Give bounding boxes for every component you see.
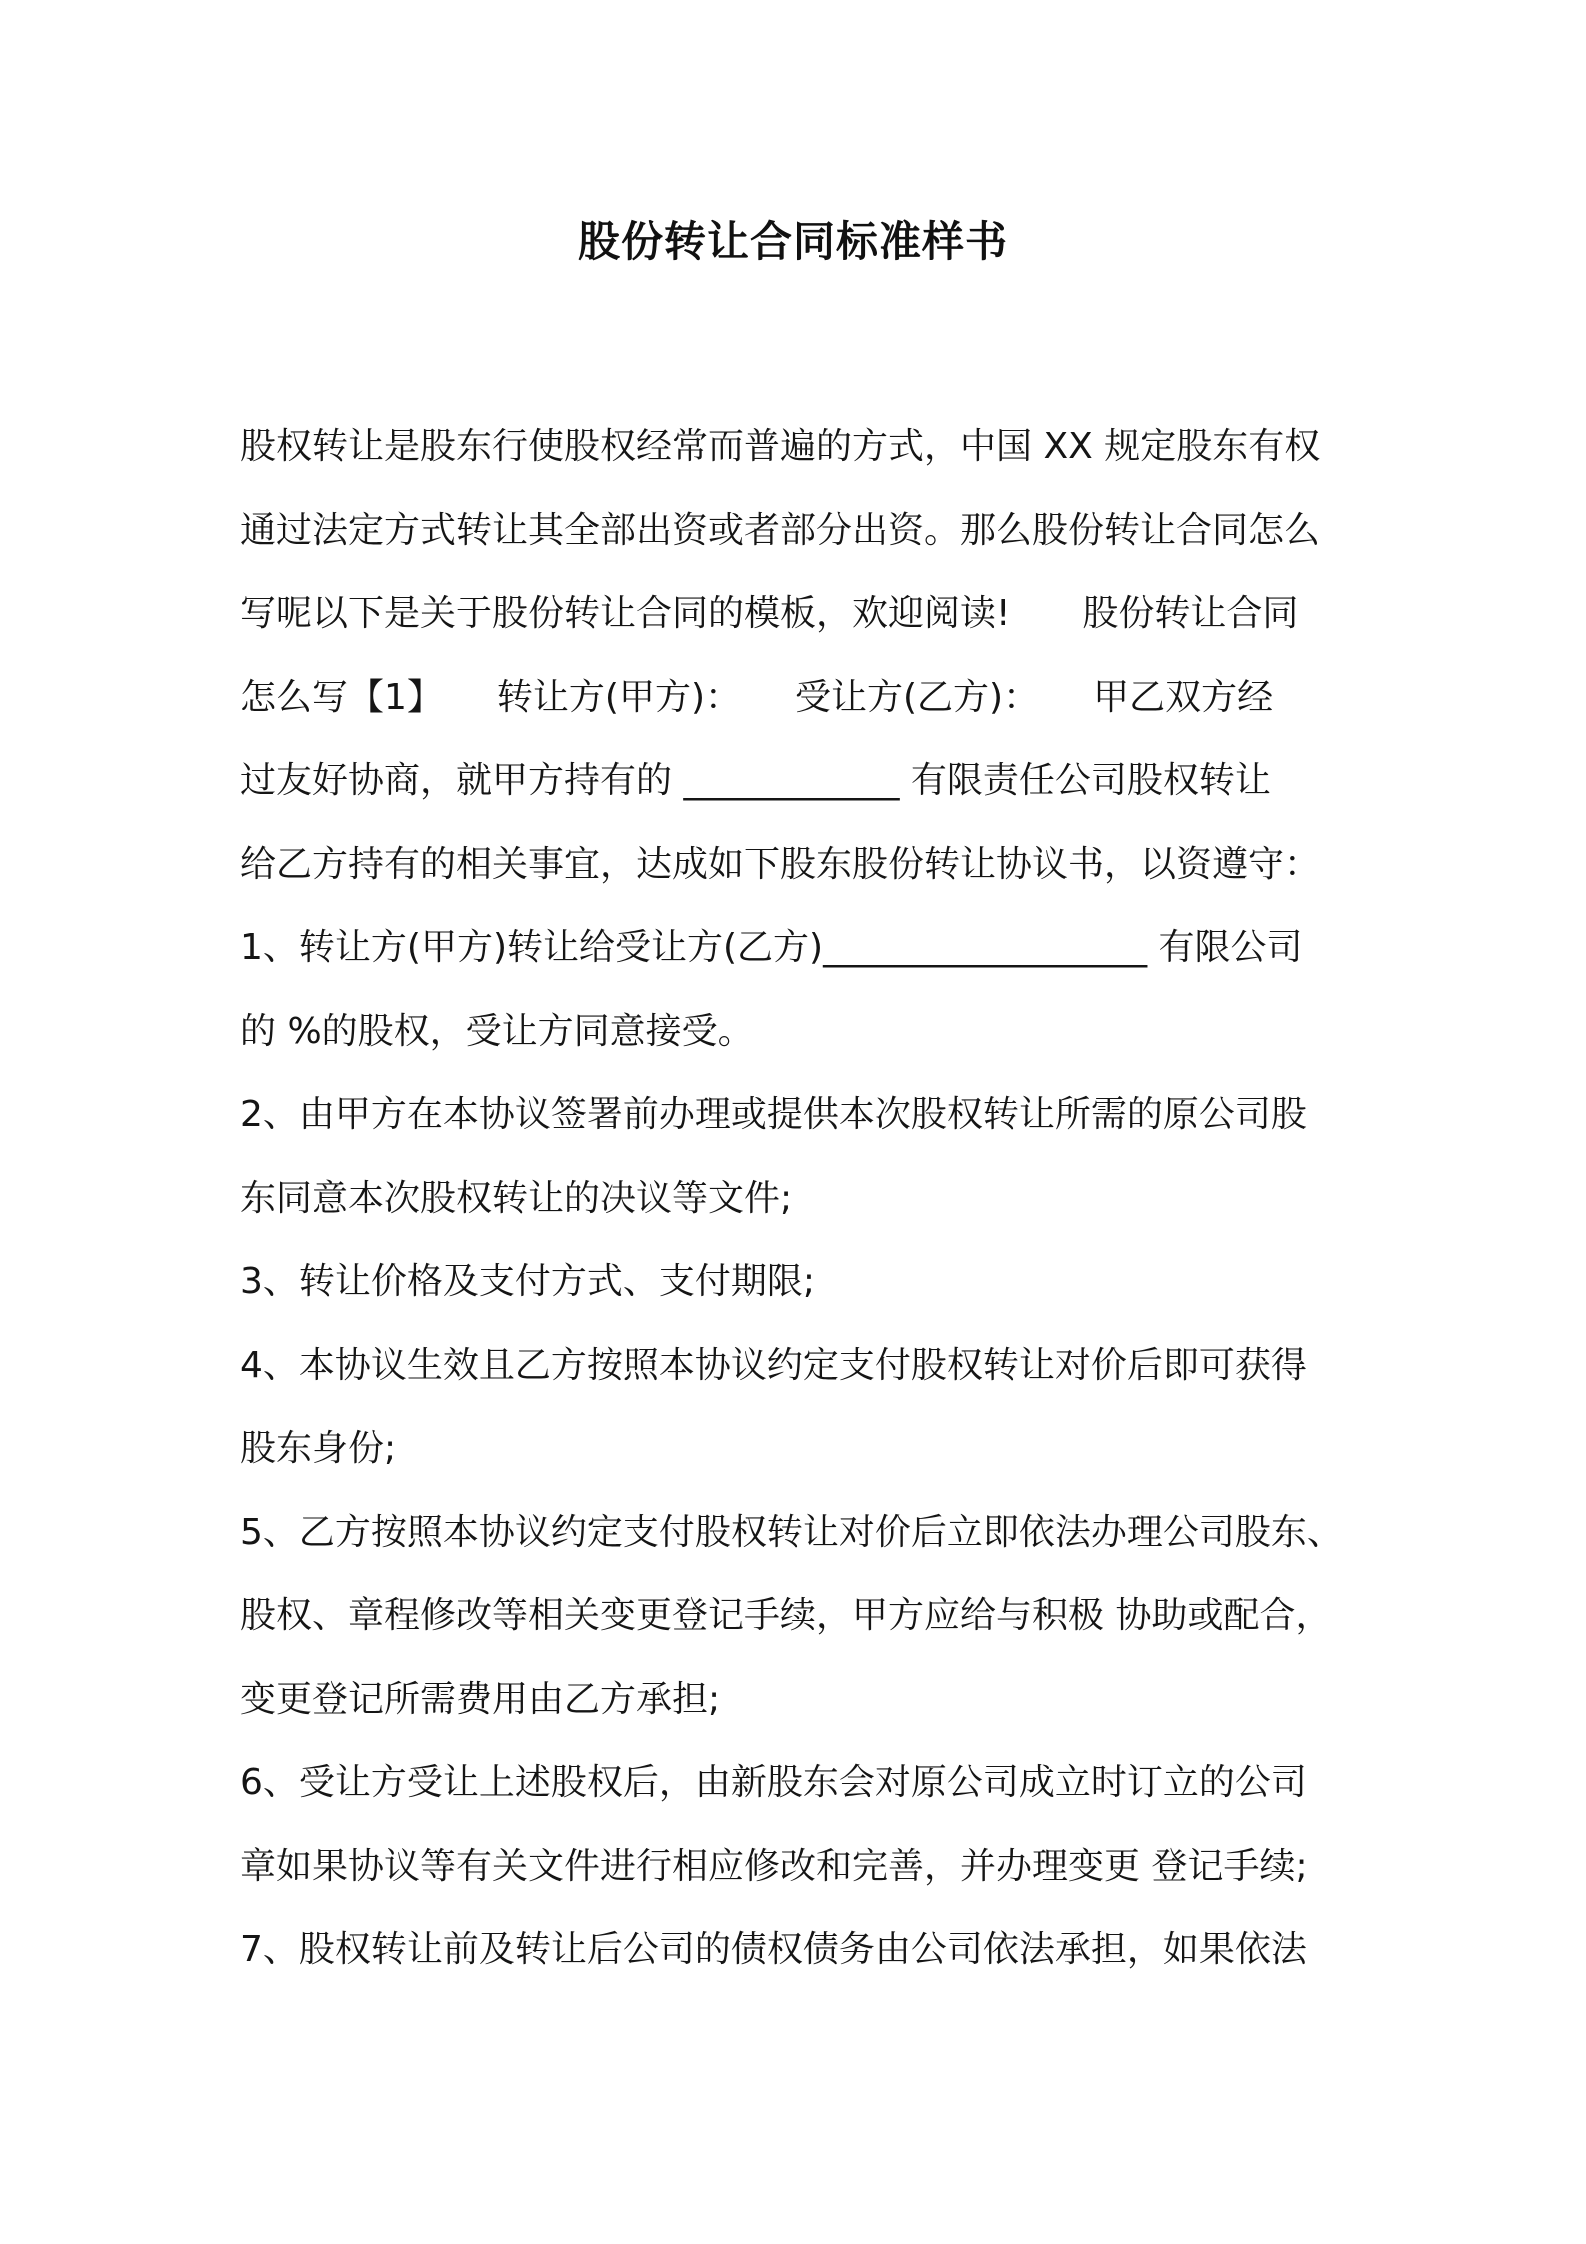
clause-5-line-1: 5、乙方按照本协议约定支付股权转让对价后立即依法办理公司股东、 [240,1511,1343,1553]
body-line-1: 股权转让是股东行使股权经常而普遍的方式，中国 XX 规定股东有权 [240,426,1321,467]
clause-7-line-1: 7、股权转让前及转让后公司的债权债务由公司依法承担，如果依法 [240,1929,1307,1970]
clause-1-line-1: 1、转让方(甲方)转让给受让方(乙方)__________________ 有限公司 [240,927,1303,968]
clause-2-line-1: 2、由甲方在本协议签署前办理或提供本次股权转让所需的原公司股 [240,1094,1307,1135]
clause-5-line-2: 股权、章程修改等相关变更登记手续，甲方应给与积极 协助或配合， [240,1595,1332,1636]
clause-6-line-1: 6、受让方受让上述股权后，由新股东会对原公司成立时订立的公司 [240,1762,1307,1803]
document-title: 股份转让合同标准样书 [577,217,1008,266]
clause-3-line-1: 3、转让价格及支付方式、支付期限; [240,1261,816,1302]
clause-6-line-2: 章如果协议等有关文件进行相应修改和完善，并办理变更 登记手续; [240,1845,1308,1887]
clause-4-line-2: 股东身份; [240,1428,397,1469]
clause-1-line-2: 的 %的股权，受让方同意接受。 [240,1010,754,1052]
document-body [240,405,1360,1992]
clause-5-line-3: 变更登记所需费用由乙方承担; [240,1678,721,1720]
body-line-2: 通过法定方式转让其全部出资或者部分出资。那么股份转让合同怎么 [240,509,1321,551]
body-line-5: 过友好协商，就甲方持有的 ____________ 有限责任公司股权转让 [240,760,1271,801]
body-line-6: 给乙方持有的相关事宜，达成如下股东股份转让协议书，以资遵守： [240,843,1321,885]
body-line-4: 怎么写【1】 转让方(甲方)： 受让方(乙方)： 甲乙双方经 [240,676,1274,718]
clause-2-line-2: 东同意本次股权转让的决议等文件; [240,1177,793,1219]
clause-4-line-1: 4、本协议生效且乙方按照本协议约定支付股权转让对价后即可获得 [240,1344,1307,1386]
body-line-3: 写呢以下是关于股份转让合同的模板，欢迎阅读! 股份转让合同 [240,593,1299,634]
